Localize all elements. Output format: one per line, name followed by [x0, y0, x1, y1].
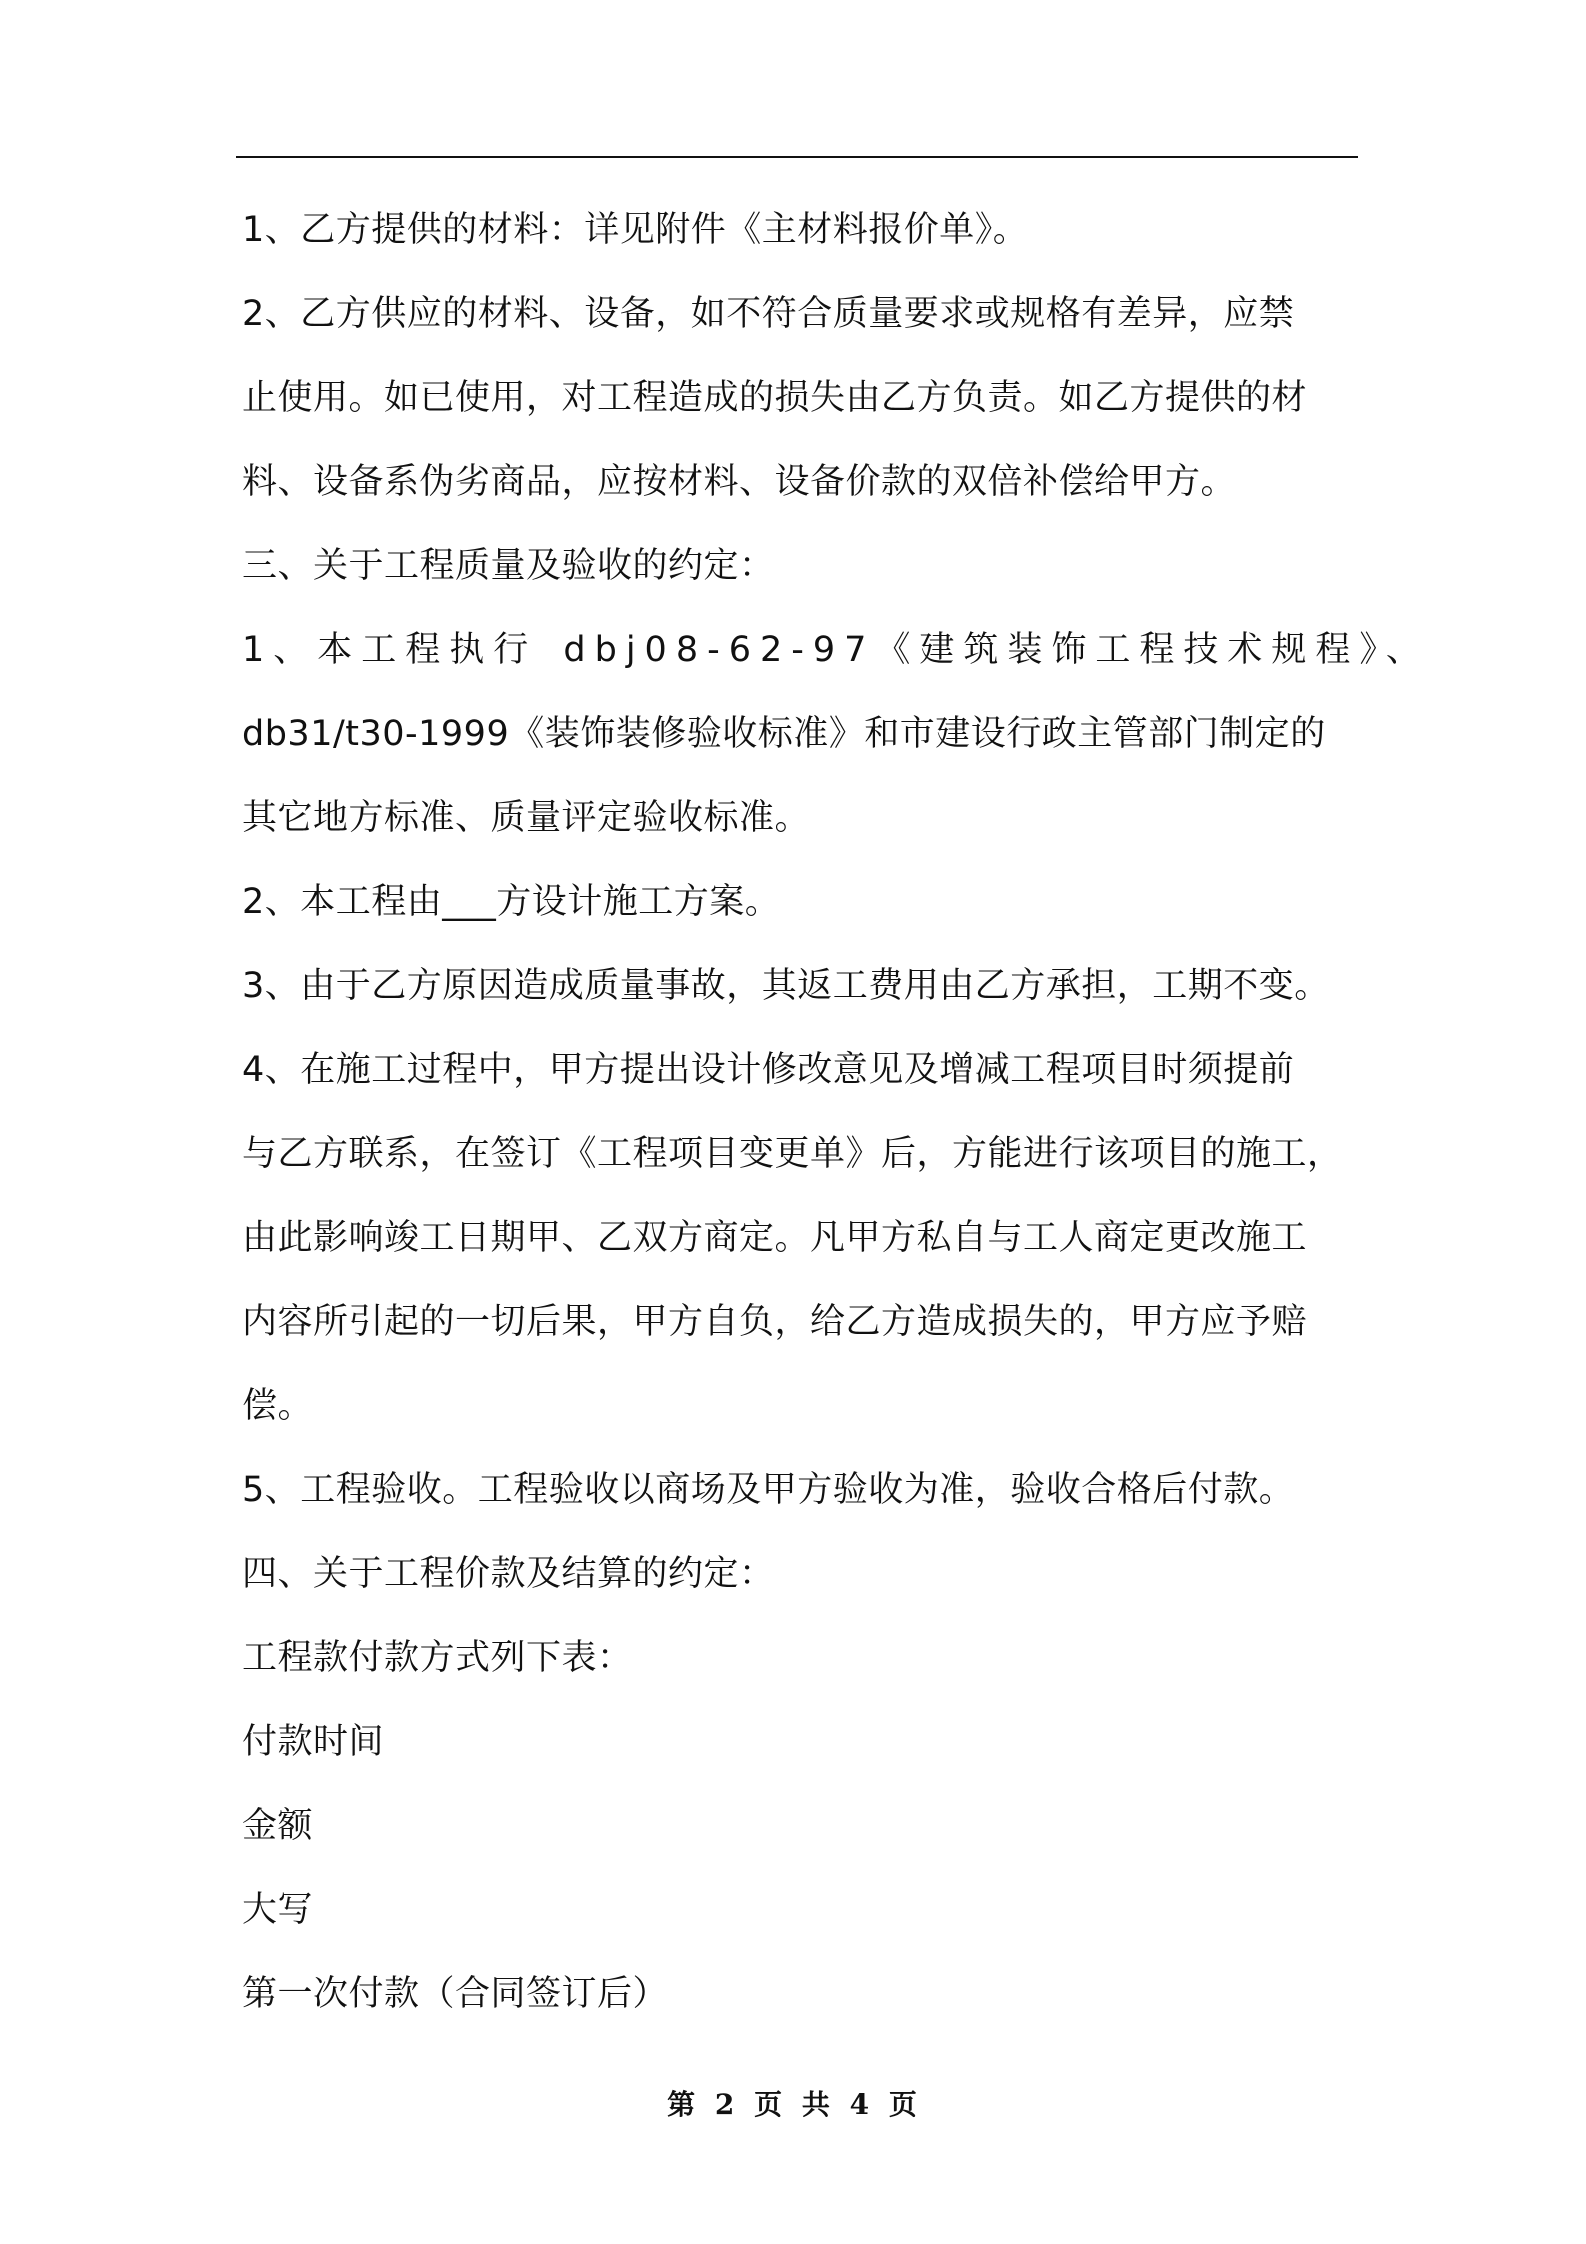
text-line: 由此影响竣工日期甲、乙双方商定。凡甲方私自与工人商定更改施工: [242, 1218, 1308, 1258]
text-line: 止使用。如已使用，对工程造成的损失由乙方负责。如乙方提供的材: [242, 378, 1308, 418]
text-line: 3、由于乙方原因造成质量事故，其返工费用由乙方承担，工期不变。: [242, 966, 1330, 1006]
text-line: 1、本工程执行 dbj08-62-97《建筑装饰工程技术规程》、: [242, 630, 1430, 670]
table-label: 付款时间: [242, 1722, 385, 1762]
table-label: 大写: [242, 1890, 314, 1930]
header-rule: [236, 156, 1358, 158]
text-line: 5、工程验收。工程验收以商场及甲方验收为准，验收合格后付款。: [242, 1470, 1295, 1510]
table-label: 金额: [242, 1806, 314, 1846]
text-line: 与乙方联系，在签订《工程项目变更单》后，方能进行该项目的施工，: [242, 1134, 1343, 1174]
text-line: 1、乙方提供的材料：详见附件《主材料报价单》。: [242, 210, 1029, 250]
text-line: db31/t30-1999《装饰装修验收标准》和市建设行政主管部门制定的: [242, 714, 1326, 754]
text-line: 4、在施工过程中，甲方提出设计修改意见及增减工程项目时须提前: [242, 1050, 1295, 1090]
table-label: 第一次付款（合同签订后）: [242, 1974, 669, 2014]
page-number: 第 2 页 共 4 页: [667, 2088, 919, 2121]
text-line: 工程款付款方式列下表：: [242, 1638, 633, 1678]
text-line: 2、本工程由___方设计施工方案。: [242, 882, 781, 922]
section-heading: 四、关于工程价款及结算的约定：: [242, 1554, 775, 1594]
text-line: 偿。: [242, 1386, 314, 1426]
text-line: 其它地方标准、质量评定验收标准。: [242, 798, 811, 838]
section-heading: 三、关于工程质量及验收的约定：: [242, 546, 775, 586]
text-line: 料、设备系伪劣商品，应按材料、设备价款的双倍补偿给甲方。: [242, 462, 1237, 502]
text-line: 内容所引起的一切后果，甲方自负，给乙方造成损失的，甲方应予赔: [242, 1302, 1308, 1342]
text-line: 2、乙方供应的材料、设备，如不符合质量要求或规格有差异，应禁: [242, 294, 1295, 334]
document-body: [242, 188, 1430, 2036]
